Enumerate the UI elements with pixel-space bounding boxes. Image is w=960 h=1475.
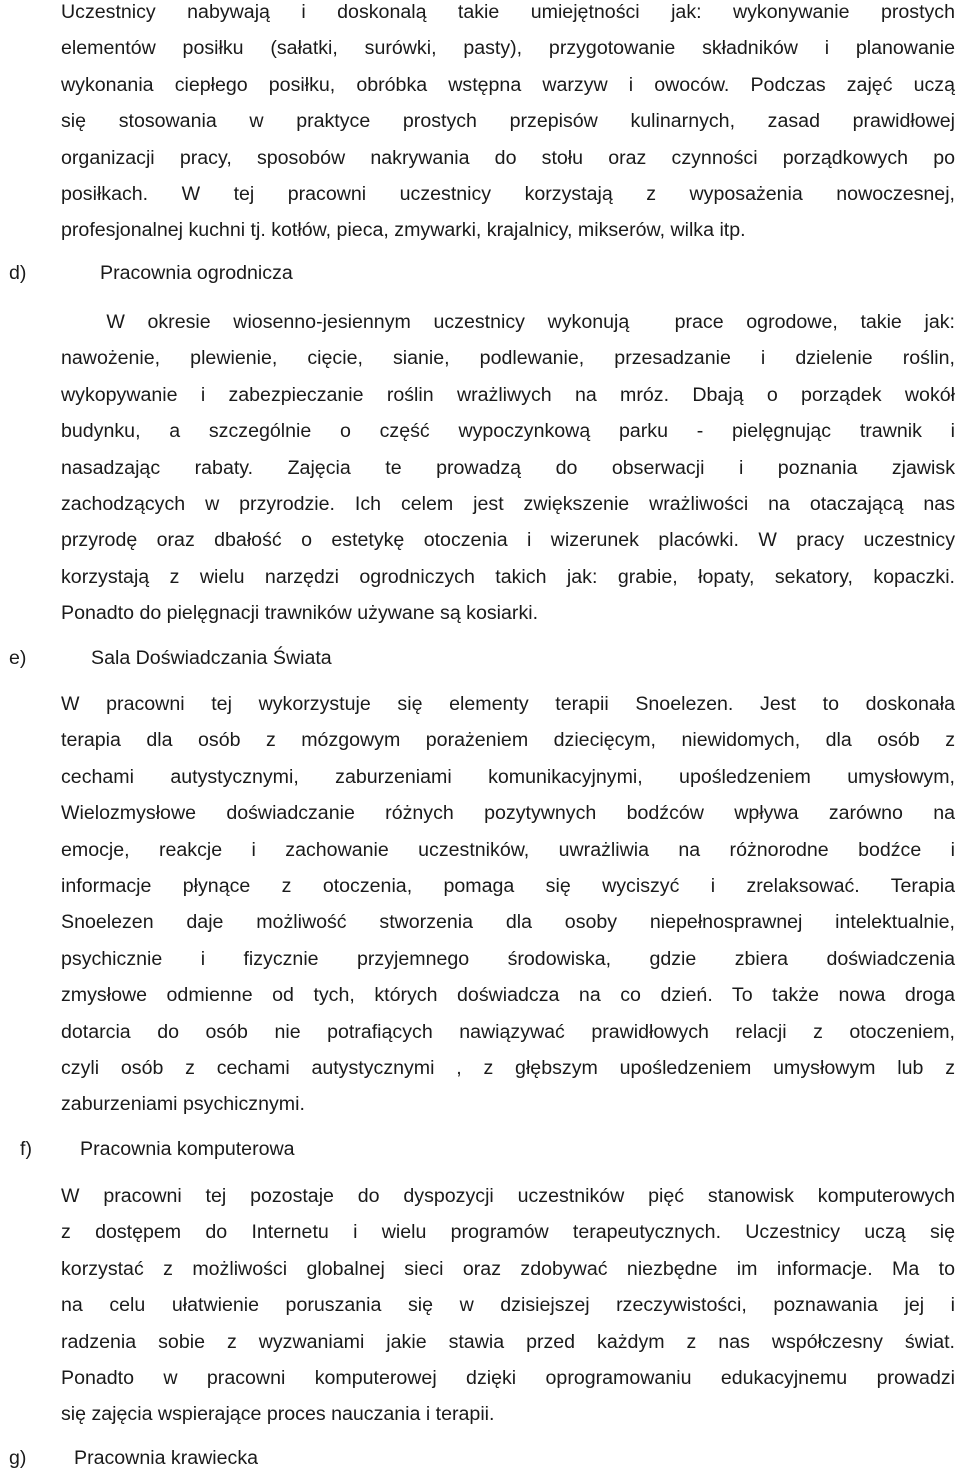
list-marker: d) (9, 262, 27, 284)
text-line: profesjonalnej kuchni tj. kotłów, pieca, zmywarki, krajalnicy, mikserów, wilka itp. (61, 219, 746, 242)
section-heading-e (0, 643, 400, 673)
text-line: wykopywanie i zabezpieczanie roślin wrażliwych na mróz. Dbają o porządek wokół (61, 383, 955, 406)
section-title: Pracownia komputerowa (80, 1138, 295, 1160)
section-title: Sala Doświadczania Świata (91, 647, 332, 669)
section-title: Pracownia krawiecka (74, 1447, 259, 1469)
text-line: organizacji pracy, sposobów nakrywania do stołu oraz czynności porządkowych po (61, 146, 955, 169)
text-line: Snoelezen daje możliwość stworzenia dla osoby niepełnosprawnej intelektualnie, (61, 911, 955, 934)
text-line: Ponadto w pracowni komputerowej dzięki oprogramowaniu edukacyjnemu prowadzi (61, 1366, 955, 1389)
text-line: radzenia sobie z wyzwaniami jakie stawia przed każdym z nas współczesny świat. (61, 1330, 955, 1353)
text-line: Wielozmysłowe doświadczanie różnych pozytywnych bodźców wpływa zarówno na (61, 802, 955, 825)
section-kitchen-text (61, 0, 955, 249)
text-line: dotarcia do osób nie potrafiących nawiązywać prawidłowych relacji z otoczeniem, (61, 1020, 955, 1043)
text-line: posiłkach. W tej pracowni uczestnicy korzystają z wyposażenia nowoczesnej, (61, 182, 955, 205)
text-line: nasadzając rabaty. Zajęcia te prowadzą do obserwacji i poznania zjawisk (61, 456, 955, 479)
text-line: zachodzących w przyrodzie. Ich celem jest zwiększenie wrażliwości na otaczającą nas (61, 492, 955, 515)
text-line: korzystają z wielu narzędzi ogrodniczych takich jak: grabie, łopaty, sekatory, kopaczki. (61, 565, 955, 588)
text-line: wykonania ciepłego posiłku, obróbka wstępna warzyw i owoców. Podczas zajęć uczą (61, 73, 955, 96)
list-marker: e) (9, 647, 27, 669)
text-line: W pracowni tej pozostaje do dyspozycji uczestników pięć stanowisk komputerowych (61, 1185, 955, 1207)
section-title: Pracownia ogrodnicza (100, 262, 293, 284)
text-line: W pracowni tej wykorzystuje się elementy terapii Snoelezen. Jest to doskonała (61, 693, 955, 715)
text-line: zaburzeniami psychicznymi. (61, 1093, 305, 1116)
text-line: się zajęcia wspierające proces nauczania i terapii. (61, 1403, 495, 1426)
section-garden-text (61, 304, 955, 632)
text-line: Ponadto do pielęgnacji trawników używane są kosiarki. (61, 602, 539, 625)
text-line: W okresie wiosenno-jesiennym uczestnicy wykonują prace ogrodowe, takie jak: (61, 311, 955, 333)
text-line: budynku, a szczególnie o część wypoczynkową parku - pielęgnując trawnik i (61, 420, 955, 443)
text-line: zmysłowe odmienne od tych, których doświadcza na co dzień. To także nowa droga (61, 984, 955, 1007)
section-heading-g (0, 1443, 400, 1473)
section-sensory-text (61, 686, 955, 1123)
text-line: nawożenie, plewienie, cięcie, sianie, podlewanie, przesadzanie i dzielenie roślin, (61, 347, 955, 370)
text-line: przyrodę oraz dbałość o estetykę otoczenia i wizerunek placówki. W pracy uczestnicy (61, 529, 955, 552)
list-marker: g) (9, 1447, 27, 1469)
text-line: Uczestnicy nabywają i doskonalą takie umiejętności jak: wykonywanie prostych (61, 1, 955, 23)
text-line: z dostępem do Internetu i wielu programów terapeutycznych. Uczestnicy uczą się (61, 1221, 955, 1244)
section-heading-d (0, 258, 400, 288)
text-line: czyli osób z cechami autystycznymi , z głębszym upośledzeniem umysłowym lub z (61, 1056, 955, 1079)
text-line: psychicznie i fizycznie przyjemnego środowiska, gdzie zbiera doświadczenia (61, 947, 955, 970)
section-heading-f (0, 1134, 400, 1164)
text-line: informacje płynące z otoczenia, pomaga się wyciszyć i zrelaksować. Terapia (61, 874, 955, 897)
text-line: się stosowania w praktyce prostych przepisów kulinarnych, zasad prawidłowej (61, 110, 955, 133)
list-marker: f) (20, 1138, 32, 1160)
text-line: korzystać z możliwości globalnej sieci oraz zdobywać niezbędne im informacje. Ma to (61, 1257, 955, 1280)
text-line: elementów posiłku (sałatki, surówki, pasty), przygotowanie składników i planowanie (61, 37, 955, 60)
section-computer-text (61, 1178, 955, 1433)
text-line: na celu ułatwienie poruszania się w dzisiejszej rzeczywistości, poznawania jej i (61, 1294, 955, 1317)
text-line: terapia dla osób z mózgowym porażeniem dziecięcym, niewidomych, dla osób z (61, 729, 955, 752)
text-line: emocje, reakcje i zachowanie uczestników, uwrażliwia na różnorodne bodźce i (61, 838, 955, 861)
text-line: cechami autystycznymi, zaburzeniami komunikacyjnymi, upośledzeniem umysłowym, (61, 765, 955, 788)
